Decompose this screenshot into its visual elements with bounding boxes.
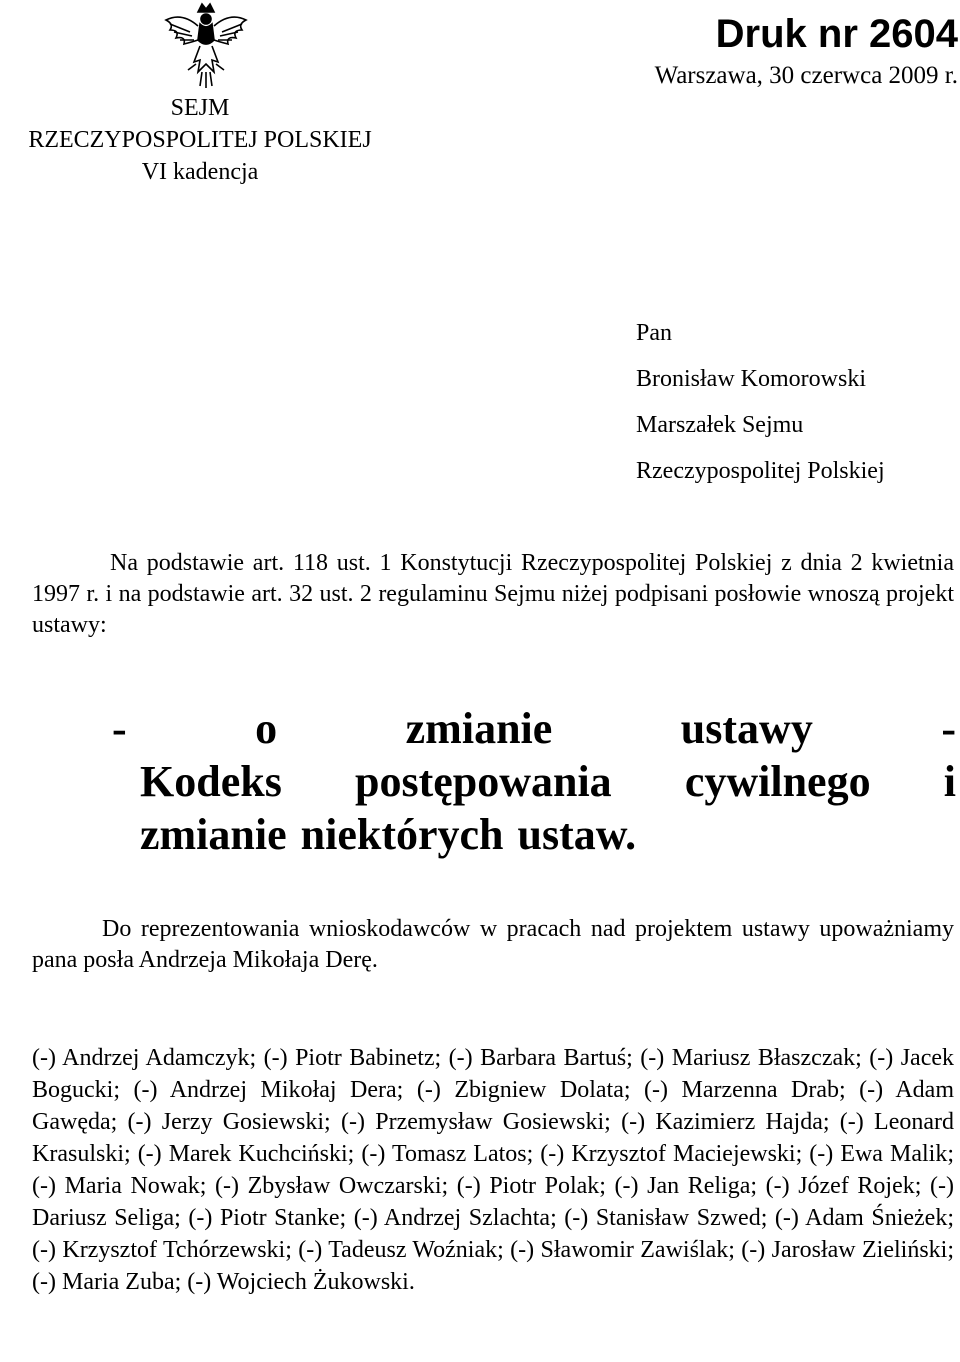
authorization-text: Do reprezentowania wnioskodawców w pracach nad projektem ustawy upoważniamy pana posła Andrzeja Mikołaja Derę. [32,916,954,973]
bill-title-word: ustaw. [517,810,637,859]
institution-line: VI kadencja [141,159,259,185]
bill-title-word: - [941,704,956,753]
addressee-line: Pan [636,320,672,346]
bill-title-word: cywilnego [684,757,871,806]
bill-title-word: Kodeks [140,757,282,806]
bill-title-word: zmianie [405,704,553,753]
bill-title-line [112,808,956,861]
bill-title-word: o [255,704,278,753]
bill-title-line [112,755,956,808]
bill-title-word: postępowania [354,757,612,806]
polish-eagle-emblem-icon [160,2,252,90]
print-number: Druk nr 2604 [715,12,958,56]
addressee-line: Marszałek Sejmu [636,412,804,438]
authorization-paragraph [32,914,954,976]
bill-title-word: niektórych [300,810,504,859]
institution-line: RZECZYPOSPOLITEJ POLSKIEJ [28,127,372,153]
addressee-line: Bronisław Komorowski [636,366,866,392]
signatories-list: (-) Andrzej Adamczyk; (-) Piotr Babinetz; (-) Barbara Bartuś; (-) Mariusz Błaszczak; (-) Jacek Bogucki; (-) Andrzej Mikołaj Dera; (-) Zbigniew Dolata; (-) Marzenna Drab; (-) Adam Gawęda; (-) Jerzy Gosiewski; (-) Przemysław Gosiewski; (-) Kazimierz Hajda; (-) Leonard Krasulski; (-) Marek Kuchciński; (-) Tomasz Latos; (-) Krzysztof Maciejewski; (-) Ewa Malik; (-) Maria Nowak; (-) Zbysław Owczarski; (-) Piotr Polak; (-) Jan Religa; (-) Józef Rojek; (-) Dariusz Seliga; (-) Piotr Stanke; (-) Andrzej Szlachta; (-) Stanisław Szwed; (-) Adam Śnieżek; (-) Krzysztof Tchórzewski; (-) Tadeusz Woźniak; (-) Sławomir Zawiślak; (-) Jarosław Zieliński; (-) Maria Zuba; (-) Wojciech Żukowski. [32,1045,954,1295]
bill-title-word: - [112,704,127,753]
bill-title-line [112,702,956,755]
addressee-block [636,310,885,494]
institution-line: SEJM [170,95,230,121]
bill-title [112,702,956,861]
addressee-line: Rzeczypospolitej Polskiej [636,458,885,484]
institution-header [0,92,400,188]
bill-title-word: zmianie [140,810,287,859]
intro-text: Na podstawie art. 118 ust. 1 Konstytucji Rzeczypospolitej Polskiej z dnia 2 kwietnia 1997 r. i na podstawie art. 32 ust. 2 regulaminu Sejmu niżej podpisani posłowie wnoszą projekt ustawy: [32,550,954,638]
document-date: Warszawa, 30 czerwca 2009 r. [654,62,958,89]
bill-title-word: ustawy [680,704,813,753]
intro-paragraph [32,548,954,641]
bill-title-word: i [943,757,956,806]
